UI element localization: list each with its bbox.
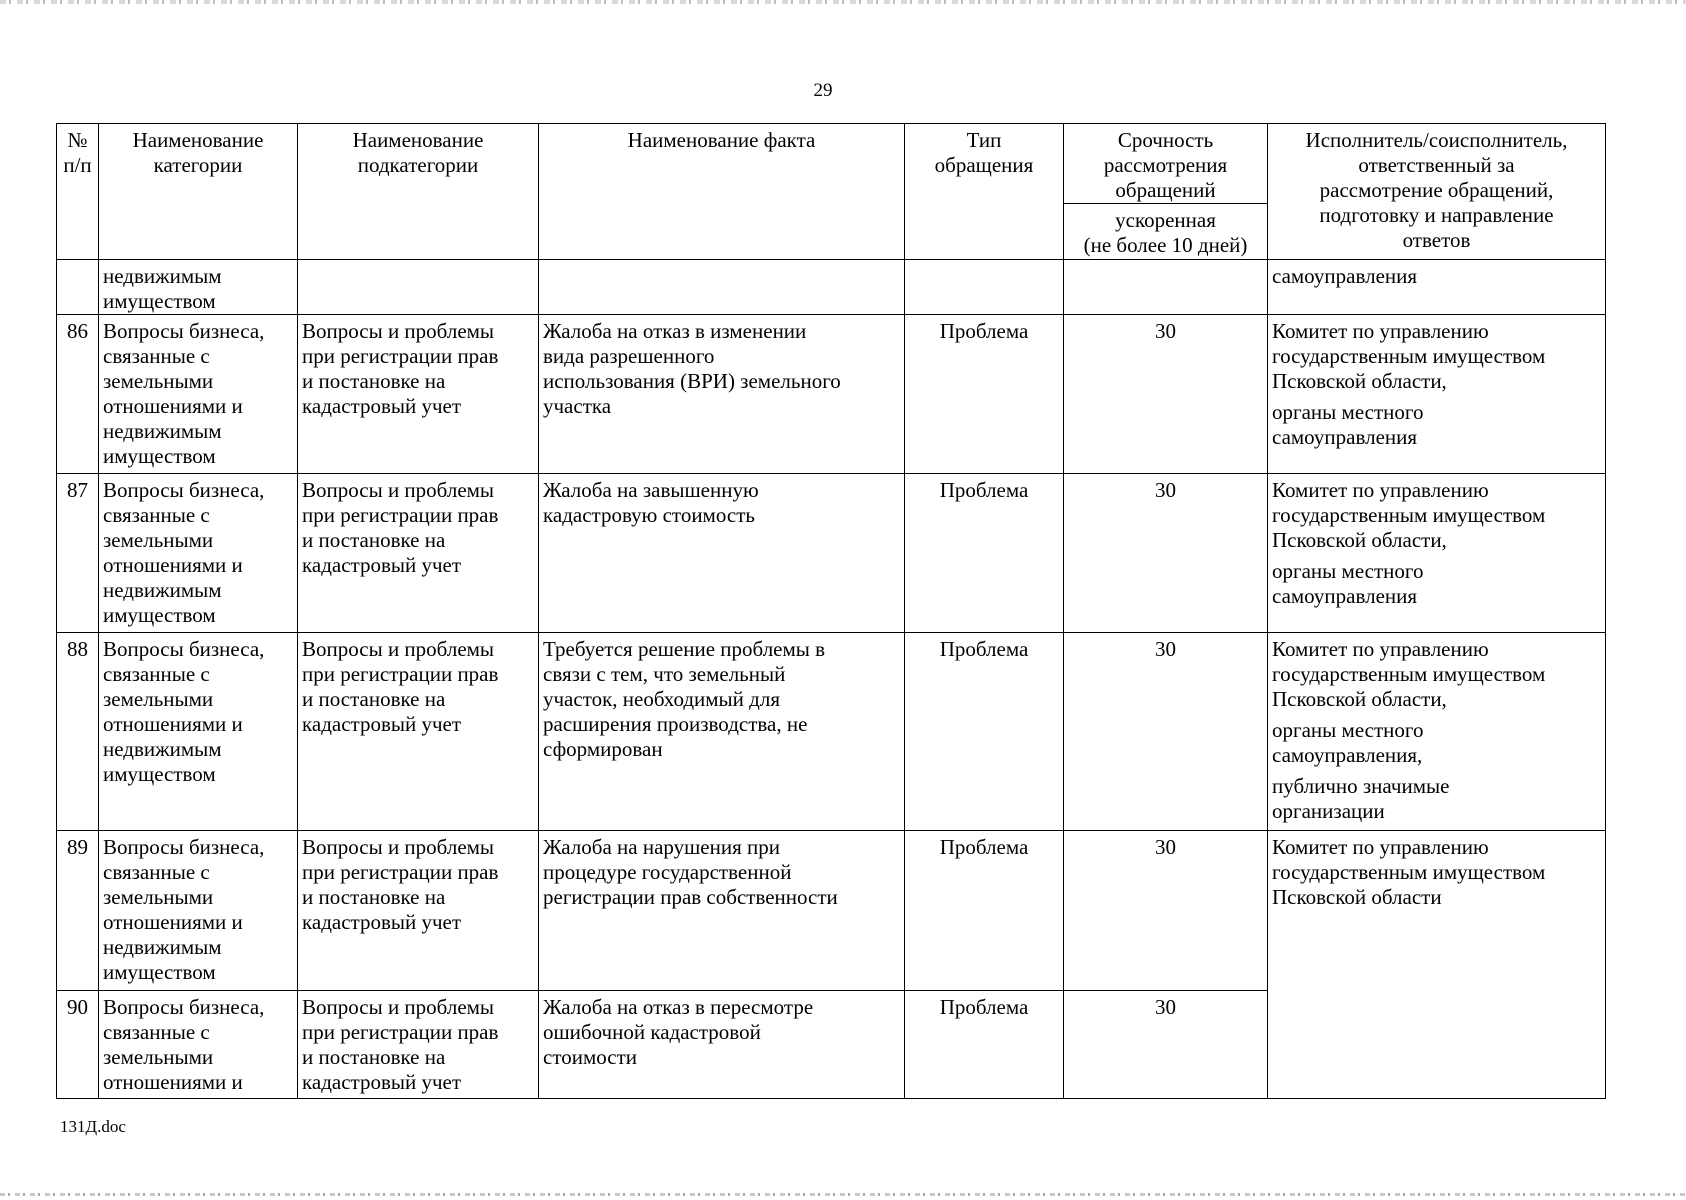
cell-type: Проблема: [905, 633, 1064, 831]
header-urgency: Срочность рассмотрения обращений: [1064, 124, 1268, 204]
cell-subcategory: Вопросы и проблемы при регистрации прав и постановке на кадастровый учет: [298, 315, 539, 474]
cell-type: Проблема: [905, 315, 1064, 474]
cell-num: [57, 260, 99, 315]
executor-paragraph: органы местного самоуправления: [1272, 559, 1424, 608]
cell-subcategory: [298, 260, 539, 315]
cell-category: Вопросы бизнеса, связанные с земельными отношениями и недвижимым имуществом: [99, 474, 298, 633]
cell-category: недвижимым имуществом: [99, 260, 298, 315]
table-row: [57, 474, 1606, 633]
cell-num: 89: [57, 831, 99, 991]
cell-type: Проблема: [905, 991, 1064, 1099]
cell-num: 90: [57, 991, 99, 1099]
executor-paragraph: Комитет по управлению государственным имуществом Псковской области,: [1272, 478, 1546, 552]
cell-fact: Требуется решение проблемы в связи с тем, что земельный участок, необходимый для расширения производства, не сформирован: [539, 633, 905, 831]
scan-edge-top: [0, 0, 1686, 4]
cell-fact: Жалоба на отказ в изменении вида разрешенного использования (ВРИ) земельного участка: [539, 315, 905, 474]
table-row: [57, 633, 1606, 831]
header-executor: Исполнитель/соисполнитель, ответственный за рассмотрение обращений, подготовку и направление ответов: [1268, 124, 1606, 260]
cell-subcategory: Вопросы и проблемы при регистрации прав и постановке на кадастровый учет: [298, 633, 539, 831]
header-urgency-accelerated: ускоренная (не более 10 дней): [1064, 204, 1268, 260]
table-row-continuation: [57, 260, 1606, 315]
cell-urgency: 30: [1064, 315, 1268, 474]
cell-category: Вопросы бизнеса, связанные с земельными отношениями и недвижимым имуществом: [99, 831, 298, 991]
cell-urgency: [1064, 260, 1268, 315]
table-row: [57, 315, 1606, 474]
header-num: № п/п: [57, 124, 99, 260]
cell-subcategory: Вопросы и проблемы при регистрации прав и постановке на кадастровый учет: [298, 991, 539, 1099]
executor-paragraph: органы местного самоуправления,: [1272, 718, 1424, 767]
table-row: [57, 831, 1606, 991]
scan-edge-bottom: [0, 1193, 1686, 1196]
executor-paragraph: Комитет по управлению государственным имуществом Псковской области,: [1272, 637, 1546, 711]
header-subcategory: Наименование подкатегории: [298, 124, 539, 260]
cell-urgency: 30: [1064, 633, 1268, 831]
executor-paragraph: Комитет по управлению государственным имуществом Псковской области,: [1272, 319, 1546, 393]
cell-executor: [1268, 831, 1606, 1099]
footer-filename: 131Д.doc: [60, 1117, 126, 1136]
cell-fact: Жалоба на отказ в пересмотре ошибочной кадастровой стоимости: [539, 991, 905, 1099]
appeals-table: [56, 123, 1606, 1099]
cell-type: [905, 260, 1064, 315]
cell-urgency: 30: [1064, 474, 1268, 633]
header-type: Тип обращения: [905, 124, 1064, 260]
header-category: Наименование категории: [99, 124, 298, 260]
cell-urgency: 30: [1064, 991, 1268, 1099]
executor-paragraph: Комитет по управлению государственным имуществом Псковской области: [1272, 835, 1546, 909]
cell-category: Вопросы бизнеса, связанные с земельными отношениями и: [99, 991, 298, 1099]
cell-category: Вопросы бизнеса, связанные с земельными отношениями и недвижимым имуществом: [99, 633, 298, 831]
cell-num: 86: [57, 315, 99, 474]
cell-subcategory: Вопросы и проблемы при регистрации прав и постановке на кадастровый учет: [298, 831, 539, 991]
executor-paragraph: публично значимые организации: [1272, 774, 1450, 823]
table-header-row: [57, 124, 1606, 204]
cell-executor: самоуправления: [1268, 260, 1606, 315]
executor-paragraph: органы местного самоуправления: [1272, 400, 1424, 449]
cell-fact: Жалоба на завышенную кадастровую стоимость: [539, 474, 905, 633]
cell-executor: [1268, 474, 1606, 633]
header-fact: Наименование факта: [539, 124, 905, 260]
page-number: 29: [813, 80, 833, 101]
cell-num: 87: [57, 474, 99, 633]
cell-type: Проблема: [905, 474, 1064, 633]
cell-fact: Жалоба на нарушения при процедуре государственной регистрации прав собственности: [539, 831, 905, 991]
cell-urgency: 30: [1064, 831, 1268, 991]
cell-executor: [1268, 315, 1606, 474]
cell-fact: [539, 260, 905, 315]
cell-category: Вопросы бизнеса, связанные с земельными отношениями и недвижимым имуществом: [99, 315, 298, 474]
cell-type: Проблема: [905, 831, 1064, 991]
cell-num: 88: [57, 633, 99, 831]
cell-executor: [1268, 633, 1606, 831]
cell-subcategory: Вопросы и проблемы при регистрации прав и постановке на кадастровый учет: [298, 474, 539, 633]
